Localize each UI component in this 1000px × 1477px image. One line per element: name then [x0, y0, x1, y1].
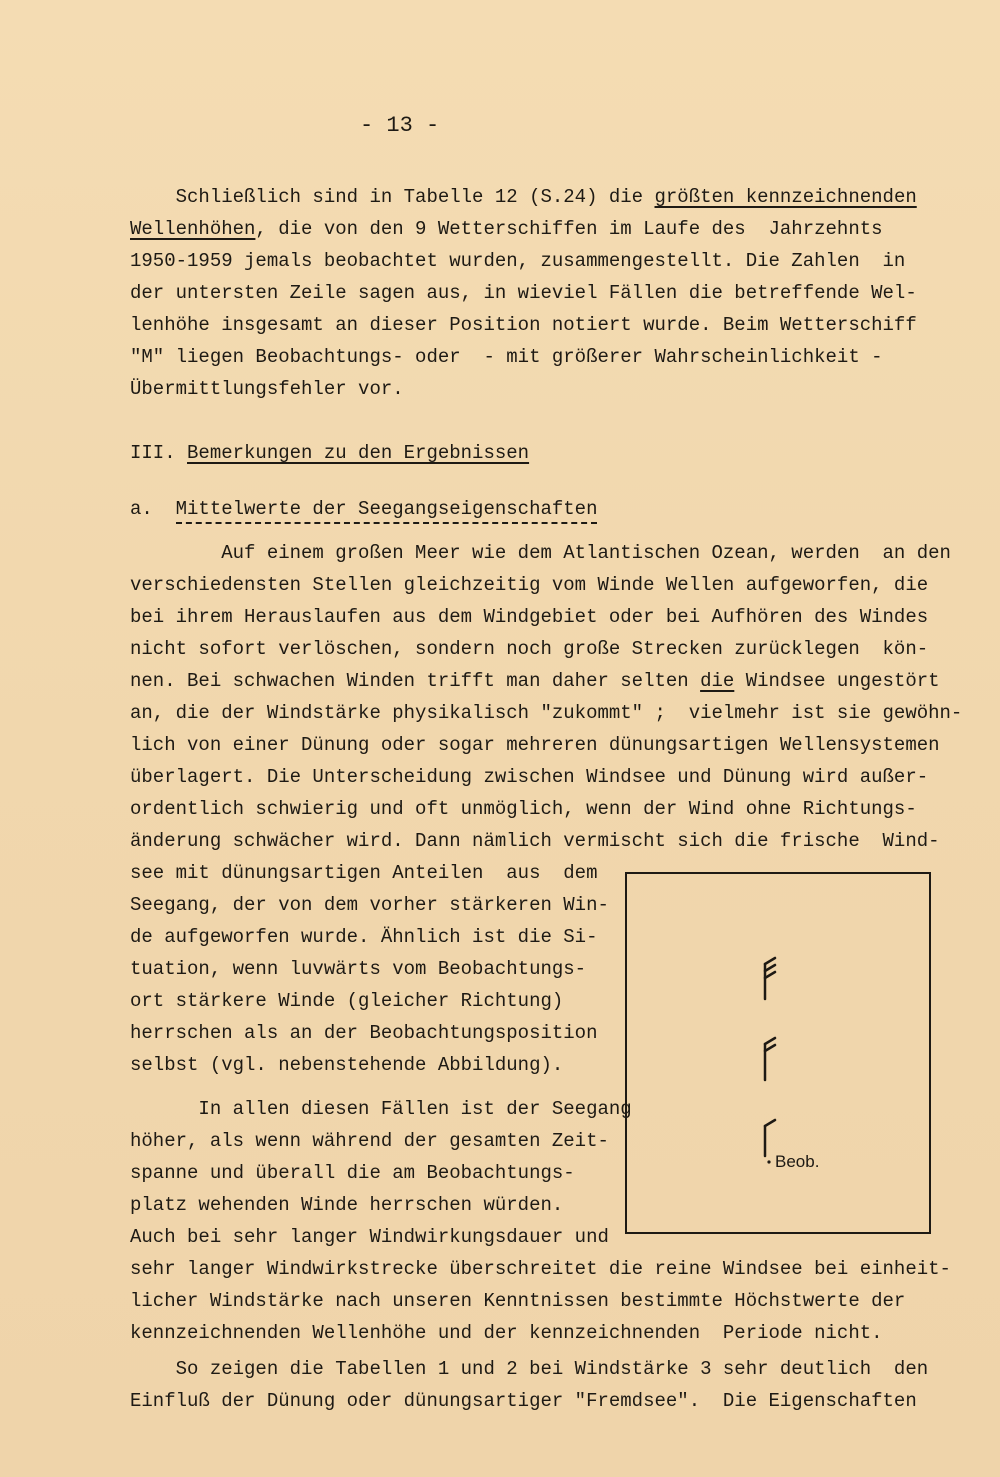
- paragraph-1-line-6: "M" liegen Beobachtungs- oder - mit größerer Wahrscheinlichkeit -: [130, 346, 883, 368]
- paragraph-4-line-1: So zeigen die Tabellen 1 und 2 bei Windstärke 3 sehr deutlich den: [130, 1358, 929, 1380]
- wind-barb-diagram: [627, 874, 929, 1232]
- subsection-heading: [130, 498, 597, 520]
- wind-barb-1-feather: [765, 1120, 775, 1156]
- section-title: Bemerkungen zu den Ergebnissen: [187, 442, 530, 464]
- paragraph-1-line-2: [130, 218, 883, 240]
- paragraph-3-line-1: In allen diesen Fällen ist der Seegang: [130, 1098, 632, 1120]
- paragraph-2-line-4: nicht sofort verlöschen, sondern noch große Strecken zurücklegen kön-: [130, 638, 929, 660]
- paragraph-2-line-10: änderung schwächer wird. Dann nämlich vermischt sich die frische Wind-: [130, 830, 940, 852]
- wind-barb-figure: [625, 872, 931, 1234]
- paragraph-2-line-11: see mit dünungsartigen Anteilen aus dem: [130, 862, 598, 884]
- wind-barb-3-feathers: [765, 958, 775, 999]
- paragraph-2-line-1: Auf einem großen Meer wie dem Atlantischen Ozean, werden an den: [130, 542, 951, 564]
- paragraph-3-line-7: licher Windstärke nach unseren Kenntnissen bestimmte Höchstwerte der: [130, 1290, 906, 1312]
- underlined-word: die: [700, 670, 735, 692]
- paragraph-1-line-7: Übermittlungsfehler vor.: [130, 378, 404, 400]
- paragraph-2-line-15: ort stärkere Winde (gleicher Richtung): [130, 990, 564, 1012]
- paragraph-3-line-2: höher, als wenn während der gesamten Zeit-: [130, 1130, 609, 1152]
- paragraph-1-line-4: der untersten Zeile sagen aus, in wieviel Fällen die betreffende Wel-: [130, 282, 917, 304]
- paragraph-2-line-7: lich von einer Dünung oder sogar mehreren dünungsartigen Wellensystemen: [130, 734, 940, 756]
- figure-label-beob: Beob.: [775, 1152, 820, 1171]
- section-number: III.: [130, 442, 188, 464]
- paragraph-2-line-2: verschiedensten Stellen gleichzeitig vom Winde Wellen aufgeworfen, die: [130, 574, 929, 596]
- paragraph-1-line-1: [130, 186, 917, 208]
- wind-barb-2-feathers: [765, 1038, 775, 1080]
- paragraph-2-line-8: überlagert. Die Unterscheidung zwischen Windsee und Dünung wird außer-: [130, 766, 929, 788]
- paragraph-3-line-3: spanne und überall die am Beobachtungs-: [130, 1162, 575, 1184]
- paragraph-2-line-17: selbst (vgl. nebenstehende Abbildung).: [130, 1054, 564, 1076]
- paragraph-3-line-8: kennzeichnenden Wellenhöhe und der kennzeichnenden Periode nicht.: [130, 1322, 883, 1344]
- paragraph-2-line-14: tuation, wenn luvwärts vom Beobachtungs-: [130, 958, 587, 980]
- paragraph-1-line-3: 1950-1959 jemals beobachtet wurden, zusammengestellt. Die Zahlen in: [130, 250, 906, 272]
- paragraph-2-line-5: [130, 670, 940, 692]
- paragraph-3-line-6: sehr langer Windwirkstrecke überschreitet die reine Windsee bei einheit-: [130, 1258, 951, 1280]
- section-heading: [130, 442, 529, 464]
- paragraph-1-line-1-text: Schließlich sind in Tabelle 12 (S.24) die: [130, 186, 655, 208]
- paragraph-2-line-6: an, die der Windstärke physikalisch "zukommt" ; vielmehr ist sie gewöhn-: [130, 702, 963, 724]
- paragraph-2-line-5-text: nen. Bei schwachen Winden trifft man daher selten: [130, 670, 701, 692]
- paragraph-2-line-3: bei ihrem Herauslaufen aus dem Windgebiet oder bei Aufhören des Windes: [130, 606, 929, 628]
- paragraph-1-line-2-text: , die von den 9 Wetterschiffen im Laufe des Jahrzehnts: [255, 218, 883, 240]
- subsection-title: Mittelwerte der Seegangseigenschaften: [176, 498, 598, 524]
- paragraph-2-line-12: Seegang, der von dem vorher stärkeren Win-: [130, 894, 609, 916]
- paragraph-4-line-2: Einfluß der Dünung oder dünungsartiger "Fremdsee". Die Eigenschaften: [130, 1390, 917, 1412]
- paragraph-2-line-9: ordentlich schwierig und oft unmöglich, wenn der Wind ohne Richtungs-: [130, 798, 917, 820]
- paragraph-2-line-5-tail: Windsee ungestört: [734, 670, 940, 692]
- paragraph-2-line-13: de aufgeworfen wurde. Ähnlich ist die Si-: [130, 926, 598, 948]
- observation-point: [767, 1160, 770, 1163]
- paragraph-2-line-16: herrschen als an der Beobachtungsposition: [130, 1022, 598, 1044]
- page-number: - 13 -: [360, 113, 440, 138]
- subsection-letter: a.: [130, 498, 176, 520]
- underlined-phrase: größten kennzeichnenden: [654, 186, 917, 208]
- paragraph-1-line-5: lenhöhe insgesamt an dieser Position notiert wurde. Beim Wetterschiff: [130, 314, 917, 336]
- paragraph-3-line-5: Auch bei sehr langer Windwirkungsdauer und: [130, 1226, 609, 1248]
- paragraph-3-line-4: platz wehenden Winde herrschen würden.: [130, 1194, 564, 1216]
- underlined-phrase: Wellenhöhen: [130, 218, 256, 240]
